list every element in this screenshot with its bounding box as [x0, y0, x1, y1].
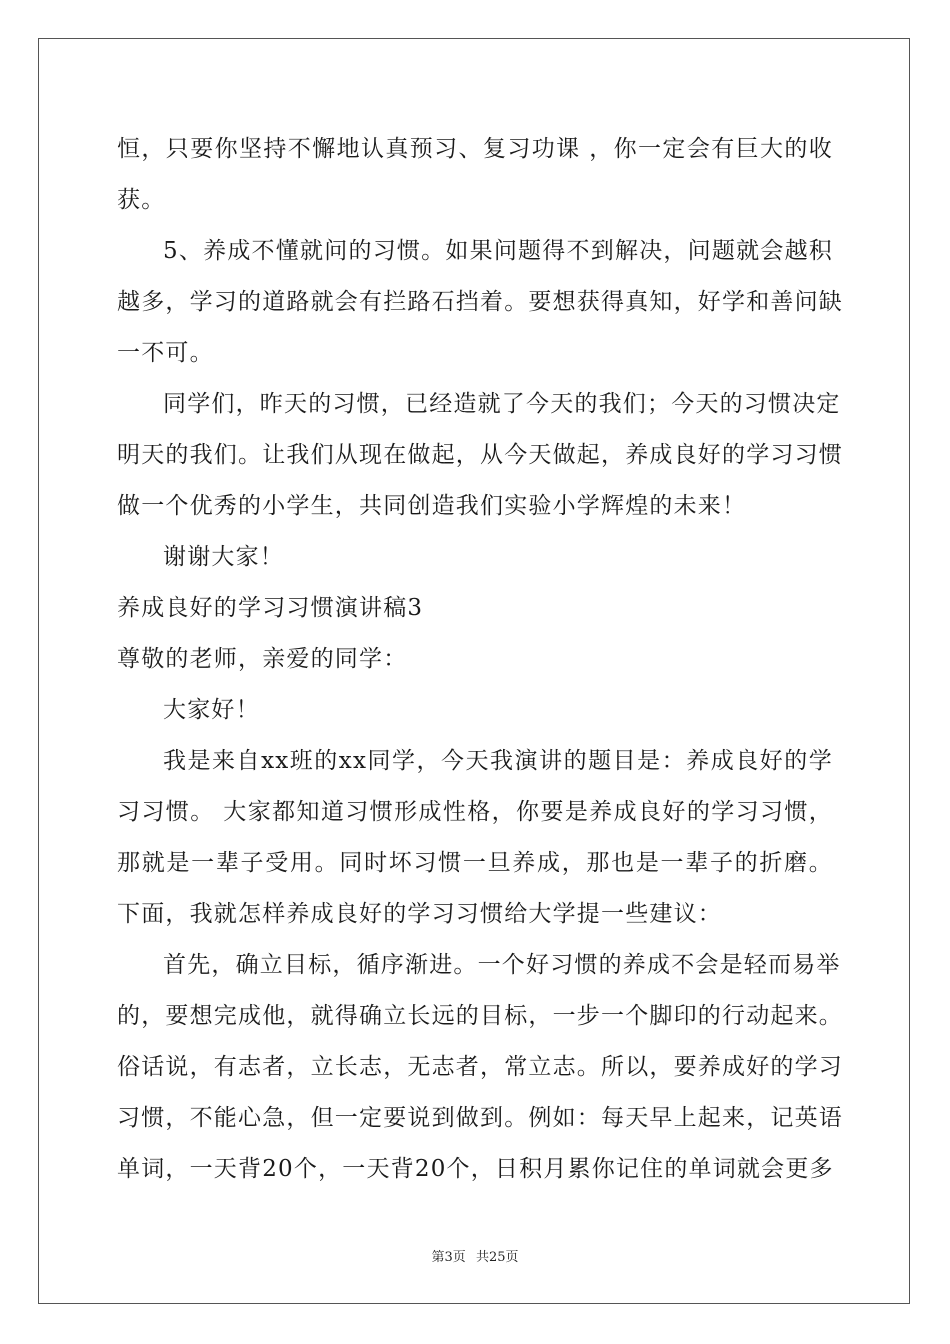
page-footer: [0, 1246, 950, 1265]
text-line: 的，要想完成他，就得确立长远的目标，一步一个脚印的行动起来。: [117, 1003, 843, 1029]
text-line: 获。: [117, 187, 166, 213]
page-number: 第3页: [431, 1250, 466, 1265]
text-line: 明天的我们。让我们从现在做起，从今天做起，养成良好的学习习惯: [117, 442, 843, 468]
text-line: 同学们，昨天的习惯，已经造就了今天的我们；今天的习惯决定: [163, 391, 841, 417]
text-line: 习惯，不能心急，但一定要说到做到。例如：每天早上起来，记英语: [117, 1105, 843, 1131]
text-line: 谢谢大家！: [163, 544, 284, 570]
text-line: 恒，只要你坚持不懈地认真预习、复习功课 ，你一定会有巨大的收: [117, 136, 833, 162]
text-line: 俗话说，有志者，立长志，无志者，常立志。所以，要养成好的学习: [117, 1054, 843, 1080]
text-line: 单词，一天背20个，一天背20个，日积月累你记住的单词就会更多: [117, 1156, 834, 1182]
page-total: 共25页: [475, 1250, 519, 1265]
text-line: 那就是一辈子受用。同时坏习惯一旦养成，那也是一辈子的折磨。: [117, 850, 833, 876]
text-line: 习习惯。 大家都知道习惯形成性格，你要是养成良好的学习习惯，: [117, 799, 833, 825]
document-body: [117, 124, 843, 1195]
text-line: 5、养成不懂就问的习惯。如果问题得不到解决，问题就会越积: [163, 238, 833, 264]
text-line: 越多，学习的道路就会有拦路石挡着。要想获得真知，好学和善问缺: [117, 289, 843, 315]
salutation: 尊敬的老师，亲爱的同学：: [117, 646, 408, 672]
text-line: 我是来自xx班的xx同学，今天我演讲的题目是：养成良好的学: [163, 748, 833, 774]
text-line: 首先，确立目标，循序渐进。一个好习惯的养成不会是轻而易举: [163, 952, 841, 978]
text-line: 做一个优秀的小学生，共同创造我们实验小学辉煌的未来！: [117, 493, 747, 519]
section-heading: 养成良好的学习习惯演讲稿3: [117, 595, 424, 621]
greeting: 大家好！: [163, 697, 260, 723]
text-line: 一不可。: [117, 340, 214, 366]
text-line: 下面，我就怎样养成良好的学习习惯给大学提一些建议：: [117, 901, 722, 927]
